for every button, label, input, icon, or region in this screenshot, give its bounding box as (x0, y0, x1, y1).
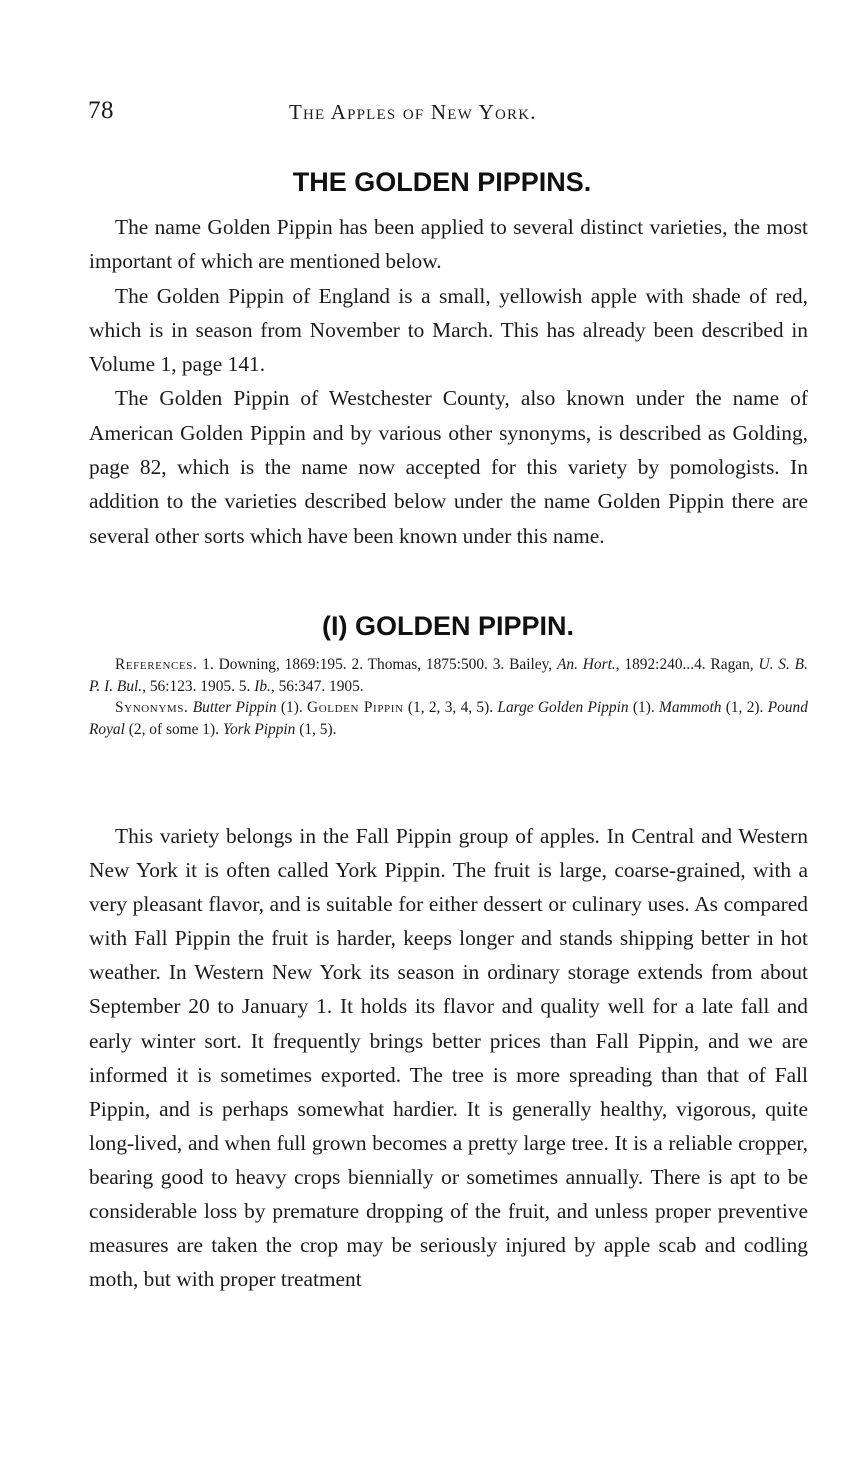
reference-entry: 2. Thomas, 1875:500. (351, 656, 488, 673)
references-label: References. (115, 656, 198, 673)
synonym-citation: (1, 2, 3, 4, 5). (407, 699, 494, 716)
synonyms-label: Synonyms. (115, 699, 189, 716)
intro-paragraph: The Golden Pippin of England is a small, yellowish apple with shade of red, which is in season from November to March. This has already been described in Volume 1, page 141. (89, 283, 808, 377)
synonyms-paragraph (89, 697, 808, 740)
reference-title: Ib. (254, 677, 271, 695)
synonym-citation: (1). (632, 699, 655, 716)
intro-paragraph: The name Golden Pippin has been applied to several distinct varieties, the most important of which are mentioned below. (89, 215, 808, 274)
reference-entry: , 56:123. 1905. (142, 677, 235, 695)
reference-entry: 3. Bailey, (492, 656, 553, 673)
synonym: York Pippin (222, 720, 296, 738)
section-title: THE GOLDEN PIPPINS. (292, 167, 592, 197)
synonym-citation: (1). (280, 699, 303, 716)
reference-entry: ..4. Ragan, (686, 656, 754, 673)
reference-entry: 1. Downing, 1869:195. (202, 656, 347, 673)
synonym: Large Golden Pippin (497, 699, 629, 716)
references-block (89, 654, 808, 740)
synonym-citation: (1, 5). (299, 720, 337, 738)
variety-title: (I) GOLDEN PIPPIN. (321, 611, 575, 641)
synonym: Pound Royal (89, 699, 808, 738)
synonym-citation: (2, of some 1). (128, 720, 219, 738)
intro-text (89, 210, 808, 553)
intro-paragraph: The Golden Pippin of Westchester County, also known under the name of American Golden Pippin and by various other synonyms, is described as Golding, page 82, which is the name now accepted for this variety by pomologists. In addition to the varieties described below under the name Golden Pippin there are several other sorts which have been known under this name. (89, 386, 808, 548)
variety-description (89, 819, 808, 1296)
page-number: 78 (88, 97, 114, 124)
reference-entry: , 56:347. 1905. (270, 677, 364, 695)
reference-entry: , 1892:240. (615, 656, 687, 673)
running-head: The Apples of New York. (289, 100, 537, 124)
reference-title: An. Hort. (556, 656, 616, 673)
description-paragraph: This variety belongs in the Fall Pippin group of apples. In Central and Western New York it is often called York Pippin. The fruit is large, coarse-grained, with a very pleasant flavor, and is suitable for either dessert or culinary uses. As compared with Fall Pippin the fruit is harder, keeps longer and stands shipping better in hot weather. In Western New York its season in ordinary storage extends from about September 20 to January 1. It holds its flavor and quality well for a late fall and early winter sort. It frequently brings better prices than Fall Pippin, and we are informed it is sometimes exported. The tree is more spreading than that of Fall Pippin, and is perhaps somewhat hardier. It is generally healthy, vigorous, quite long-lived, and when full grown becomes a pretty large tree. It is a reliable cropper, bearing good to heavy crops biennially or sometimes annually. There is apt to be considerable loss by premature dropping of the fruit, and unless proper preventive measures are taken the crop may be seriously injured by apple scab and codling moth, but with proper treatment (89, 824, 808, 1292)
synonym: Golden Pippin (307, 699, 404, 716)
synonym: Butter Pippin (192, 699, 277, 716)
synonym-citation: (1, 2). (725, 699, 764, 716)
synonym: Mammoth (659, 699, 722, 716)
reference-entry: 5. (238, 677, 251, 695)
references-paragraph (89, 654, 808, 697)
reference-title: U. S. B. P. I. Bul. (89, 656, 808, 695)
